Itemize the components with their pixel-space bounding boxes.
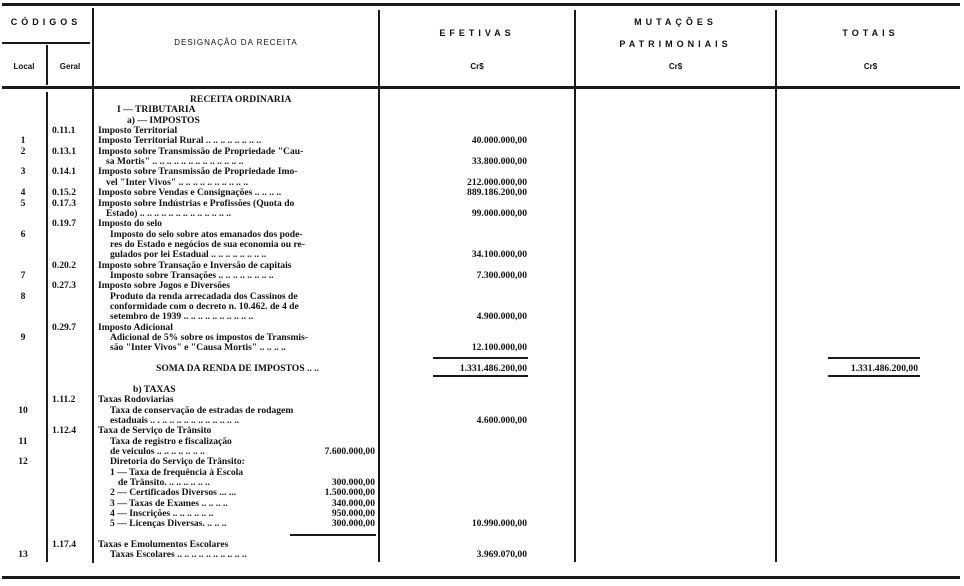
geral-code: 0.14.1 — [52, 166, 76, 178]
sub-value: 300.000,00 — [331, 476, 375, 488]
geral-code: 1.11.2 — [52, 394, 76, 406]
geral-code: 1.12.4 — [52, 425, 76, 437]
efetivas-value: 4.900.000,00 — [476, 311, 527, 323]
designacao-text: Estado) .. .. .. .. .. .. .. .. .. .. .. .. .. — [106, 207, 231, 219]
local-code: 1 — [20, 135, 26, 147]
designacao-text: Taxa de Serviço de Trânsito — [98, 425, 212, 437]
sub-value: 300.000,00 — [331, 518, 375, 530]
header-codigos: CÓDIGOS — [10, 17, 82, 27]
sub-value: 950.000,00 — [331, 508, 375, 519]
designacao-text: Imposto do selo — [98, 218, 162, 230]
table-row — [0, 426, 964, 436]
geral-code: 0.11.1 — [52, 125, 76, 137]
designacao-text: Produto da renda arrecadada dos Cassinos de — [110, 290, 298, 302]
local-code: 11 — [18, 435, 28, 447]
efetivas-value: 212.000.000,00 — [467, 176, 527, 188]
table-row — [0, 364, 964, 374]
header-efetivas-currency: Cr$ — [470, 62, 484, 71]
header-designacao: DESIGNAÇÃO DA RECEITA — [174, 38, 298, 47]
designacao-text: Imposto sobre Indústrias e Profissões (Quota do — [98, 197, 295, 209]
designacao-text: de Trânsito. .. .. .. .. .. .. — [118, 476, 210, 488]
geral-code: 0.15.2 — [52, 187, 76, 199]
local-code: 7 — [20, 269, 26, 281]
bottom-rule — [2, 576, 960, 579]
sub-value: 1.500.000,00 — [324, 487, 375, 499]
efetivas-value: 3.969.070,00 — [476, 549, 527, 561]
table-row — [0, 519, 964, 529]
local-code: 2 — [20, 145, 26, 157]
efetivas-value: 7.300.000,00 — [476, 269, 527, 281]
header-local: Local — [13, 62, 35, 71]
designacao-text: estaduais .. . .. .. .. .. .. .. .. .. .. .. .. — [110, 414, 239, 426]
geral-code: 0.29.7 — [52, 321, 76, 333]
designacao-text: I — TRIBUTARIA — [117, 104, 196, 116]
designacao-text: 2 — Certificados Diversos ... ... — [110, 487, 237, 499]
local-code: 9 — [20, 332, 26, 344]
local-code: 5 — [20, 197, 26, 209]
totais-value: 1.331.486.200,00 — [850, 363, 918, 375]
designacao-text: vel "Inter Vivos" .. .. .. .. .. .. .. .. .. .. — [106, 176, 249, 188]
geral-code: 0.19.7 — [52, 218, 76, 230]
efetivas-value: 1.331.486.200,00 — [459, 363, 527, 375]
sub-value: 7.600.000,00 — [324, 445, 375, 457]
designacao-text: Taxas Escolares .. .. .. .. .. .. .. .. .. .. — [110, 549, 247, 561]
local-code: 6 — [20, 228, 26, 240]
table-row — [0, 188, 964, 198]
local-code: 8 — [20, 290, 26, 302]
header-geral: Geral — [59, 62, 81, 71]
local-code: 12 — [18, 456, 28, 468]
header-totais-currency: Cr$ — [863, 62, 878, 71]
codigos-divider — [2, 42, 90, 44]
local-code: 13 — [18, 549, 28, 561]
geral-code: 1.17.4 — [52, 539, 76, 551]
header-mutacoes: MUTAÇÕES — [634, 17, 717, 27]
designacao-text: b) TAXAS — [133, 383, 176, 395]
local-code: 4 — [20, 187, 26, 199]
designacao-text: Imposto sobre Transmissão de Propriedade "Cau- — [98, 145, 304, 157]
designacao-text: Taxa de registro e fiscalização — [110, 435, 232, 447]
efetivas-value: 4.600.000,00 — [476, 414, 527, 426]
efetivas-value: 33.800.000,00 — [471, 156, 527, 168]
designacao-text: sa Mortis" .. .. .. .. .. .. .. .. .. .. .. .. .. — [106, 156, 244, 168]
efetivas-value: 99.000.000,00 — [471, 207, 527, 219]
designacao-text: Imposto sobre Vendas e Consignações .. .. .. .. — [98, 187, 282, 199]
local-code: 3 — [20, 166, 26, 178]
designacao-text: Diretoria do Serviço de Trânsito: — [110, 456, 245, 468]
efetivas-value: 889.186.200,00 — [467, 187, 527, 199]
designacao-text: Imposto Territorial Rural .. .. .. .. .. .. .. .. — [98, 135, 262, 147]
header-mutacoes-currency: Cr$ — [668, 62, 683, 71]
designacao-text: Taxas Rodoviarias — [98, 394, 174, 406]
designacao-text: Adicional de 5% sobre os impostos de Transmis- — [110, 332, 309, 344]
designacao-text: Imposto sobre Jogos e Diversões — [98, 280, 230, 292]
designacao-text: Imposto sobre Transmissão de Propriedade Imo- — [98, 166, 298, 178]
header-patrimoniais: PATRIMONIAIS — [619, 39, 732, 49]
table-row — [0, 219, 964, 229]
designacao-text: Imposto sobre Transações .. .. .. .. .. .. .. .. — [110, 269, 274, 281]
designacao-text: Taxa de conservação de estradas de rodagem — [110, 404, 294, 416]
designacao-text: Imposto sobre Transação e Inversão de capitais — [98, 259, 292, 271]
efetivas-value: 34.100.000,00 — [471, 249, 527, 261]
geral-code: 0.13.1 — [52, 145, 76, 157]
header-totais: TOTAIS — [842, 28, 899, 38]
table-row — [0, 343, 964, 353]
local-code: 10 — [18, 404, 28, 416]
designacao-text: Imposto Adicional — [98, 321, 173, 333]
header-bottom-rule — [2, 86, 960, 89]
designacao-text: Imposto Territorial — [98, 125, 178, 137]
designacao-text: SOMA DA RENDA DE IMPOSTOS .. .. — [156, 363, 319, 375]
designacao-text: res do Estado e negócios de sua economia ou re- — [110, 238, 305, 250]
efetivas-value: 12.100.000,00 — [471, 342, 527, 354]
designacao-text: gulados por lei Estadual .. .. .. .. .. .. .. .. — [110, 249, 267, 261]
designacao-text: 4 — Inscrições .. .. .. .. .. .. — [110, 508, 214, 519]
designacao-text: 1 — Taxa de frequência à Escola — [110, 466, 244, 478]
top-rule — [2, 3, 960, 6]
designacao-text: setembro de 1939 .. .. .. .. .. .. .. .. .. .. — [110, 311, 254, 323]
designacao-text: conformidade com o decreto n. 10.462. de 4 de — [110, 301, 299, 312]
designacao-text: 3 — Taxas de Exames .. .. .. .. — [110, 497, 228, 509]
geral-code: 0.27.3 — [52, 280, 76, 292]
designacao-text: 5 — Licenças Diversas. .. .. .. — [110, 518, 227, 530]
geral-code: 0.20.2 — [52, 259, 76, 271]
table-row — [0, 550, 964, 560]
geral-code: 0.17.3 — [52, 197, 76, 209]
efetivas-value: 40.000.000,00 — [471, 135, 527, 147]
efetivas-value: 10.990.000,00 — [471, 518, 527, 530]
header-efetivas: EFETIVAS — [439, 28, 515, 38]
designacao-text: Taxas e Emolumentos Escolares — [98, 539, 229, 551]
designacao-text: são "Inter Vivos" e "Causa Mortis" .. .. .. .. — [110, 342, 286, 354]
table-row — [0, 395, 964, 405]
sub-value: 340.000,00 — [331, 497, 375, 509]
designacao-text: a) — IMPOSTOS — [127, 114, 200, 126]
designacao-text: RECEITA ORDINARIA — [190, 94, 292, 105]
designacao-text: Imposto do selo sobre atos emanados dos pode- — [110, 228, 303, 240]
designacao-text: de veiculos .. .. .. .. .. .. .. — [110, 445, 205, 457]
